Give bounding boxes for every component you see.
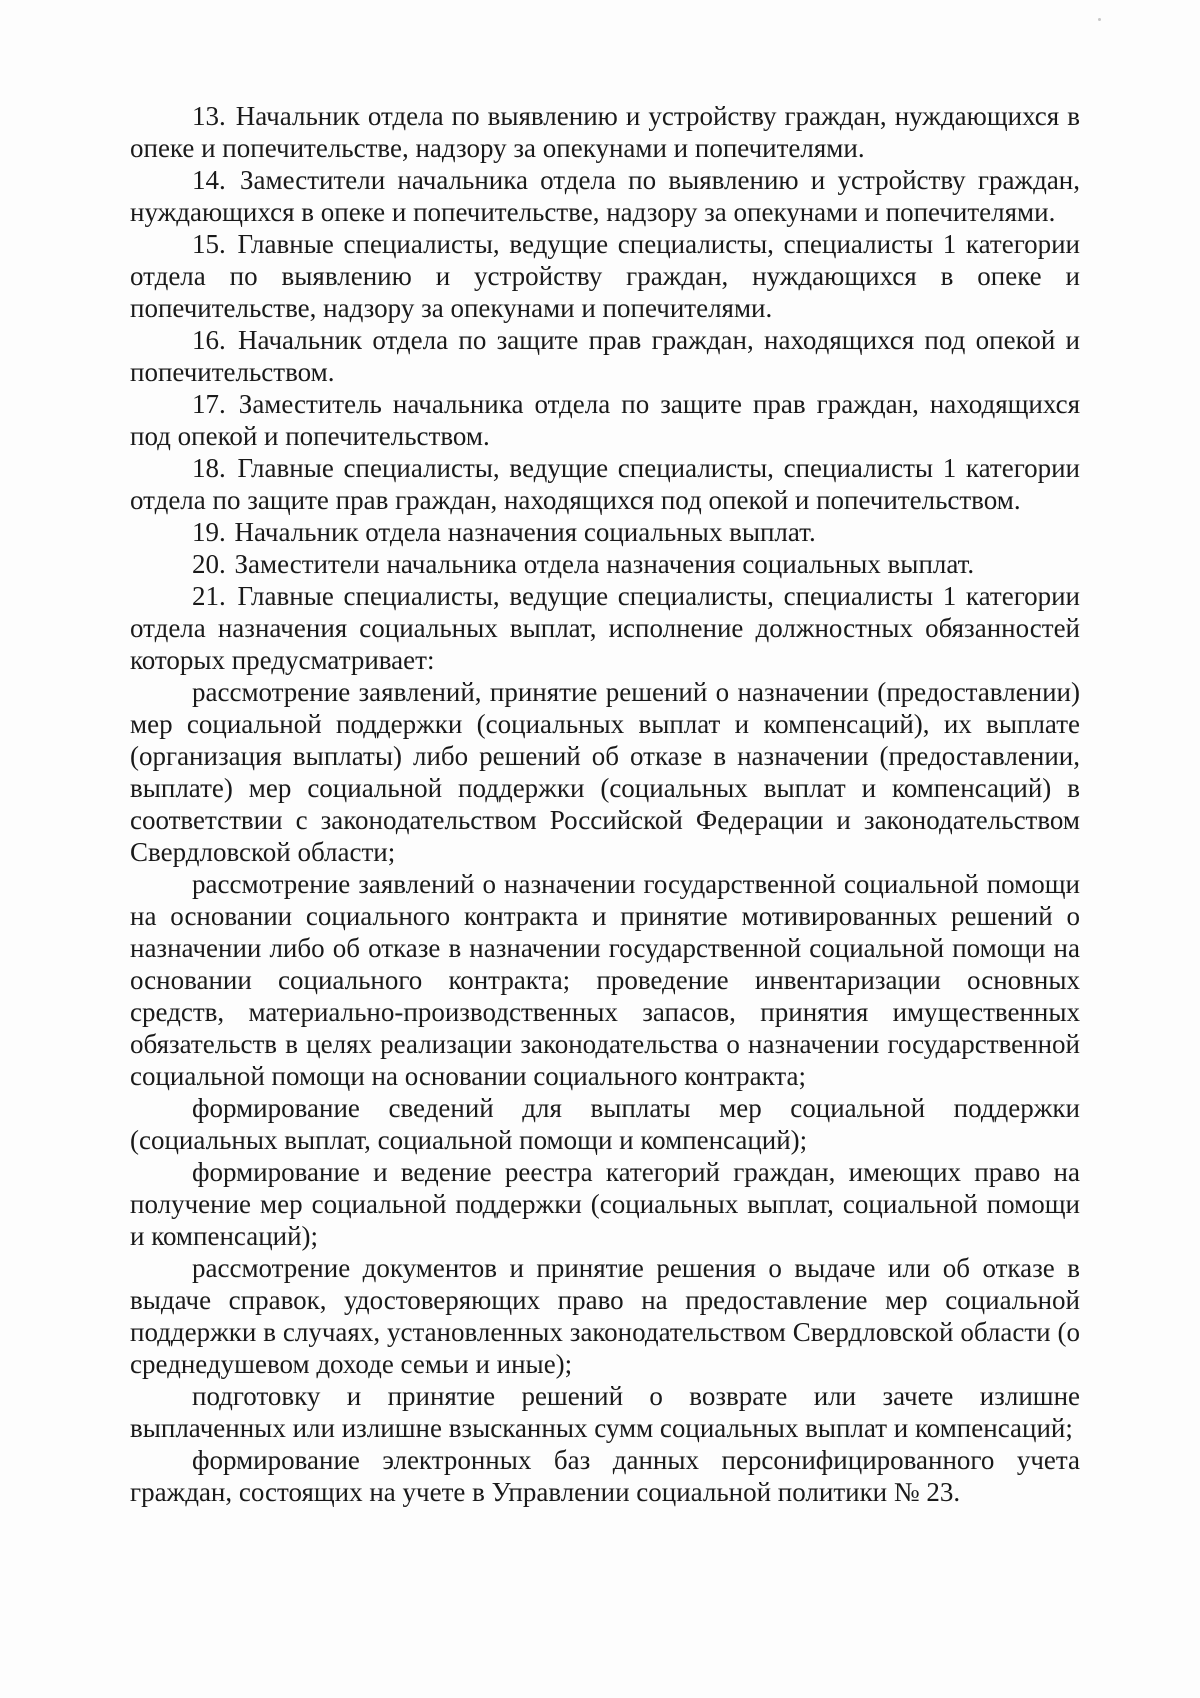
item-number: 19. [192, 517, 226, 547]
duty-paragraph: рассмотрение документов и принятие решения о выдаче или об отказе в выдаче справок, удостоверяющих право на предоставление мер социальной поддержки в случаях, установленных законодательством Свердловской области (о среднедушевом доходе семьи и иные); [130, 1253, 1080, 1379]
item-text: Главные специалисты, ведущие специалисты, специалисты 1 категории отдела по защите прав граждан, находящихся под опекой и попечительством. [130, 453, 1081, 515]
duty-paragraph: формирование электронных баз данных персонифицированного учета граждан, состоящих на учете в Управлении социальной политики № 23. [130, 1445, 1080, 1507]
duty-paragraph: рассмотрение заявлений, принятие решений о назначении (предоставлении) мер социальной поддержки (социальных выплат и компенсаций), их выплате (организация выплаты) либо решений об отказе в назначении (предоставлении, выплате) мер социальной поддержки (социальных выплат и компенсаций) в соответствии с законодательством Российской Федерации и законодательством Свердловской области; [130, 677, 1080, 867]
item-text: Заместители начальника отдела назначения социальных выплат. [234, 549, 975, 579]
item-text: Заместитель начальника отдела по защите прав граждан, находящихся под опекой и попечительством. [130, 389, 1081, 451]
item-text: Главные специалисты, ведущие специалисты, специалисты 1 категории отдела по выявлению и устройству граждан, нуждающихся в опеке и попечительстве, надзору за опекунами и попечителями. [130, 229, 1081, 323]
item-number: 18. [192, 453, 226, 483]
duty-paragraph: рассмотрение заявлений о назначении государственной социальной помощи на основании социального контракта и принятие мотивированных решений о назначении либо об отказе в назначении государственной социальной помощи на основании социального контракта; проведение инвентаризации основных средств, материально-производственных запасов, принятия имущественных обязательств в целях реализации законодательства о назначении государственной социальной помощи на основании социального контракта; [130, 869, 1080, 1091]
item-number: 16. [192, 325, 226, 355]
list-item-15 [130, 228, 1080, 324]
list-item-20 [130, 548, 1080, 580]
item-number: 15. [192, 229, 226, 259]
item-text: Начальник отдела по выявлению и устройству граждан, нуждающихся в опеке и попечительстве, надзору за опекунами и попечителями. [130, 101, 1080, 163]
duty-paragraph: формирование сведений для выплаты мер социальной поддержки (социальных выплат, социальной помощи и компенсаций); [130, 1093, 1080, 1155]
item-text: Заместители начальника отдела по выявлению и устройству граждан, нуждающихся в опеке и попечительстве, надзору за опекунами и попечителями. [130, 165, 1081, 227]
list-item-16 [130, 324, 1080, 388]
list-item-19 [130, 516, 1080, 548]
list-item-17 [130, 388, 1080, 452]
document-body [130, 100, 1080, 1508]
item-number: 20. [192, 549, 226, 579]
list-item-13 [130, 100, 1080, 164]
item-text: Начальник отдела назначения социальных выплат. [234, 517, 816, 547]
list-item-21 [130, 580, 1080, 676]
duty-paragraph: формирование и ведение реестра категорий граждан, имеющих право на получение мер социальной поддержки (социальных выплат, социальной помощи и компенсаций); [130, 1157, 1080, 1251]
item-number: 17. [192, 389, 226, 419]
item-number: 14. [192, 165, 226, 195]
list-item-14 [130, 164, 1080, 228]
item-number: 21. [192, 581, 226, 611]
list-item-18 [130, 452, 1080, 516]
duty-paragraph: подготовку и принятие решений о возврате или зачете излишне выплаченных или излишне взысканных сумм социальных выплат и компенсаций; [130, 1381, 1080, 1443]
item-text: Главные специалисты, ведущие специалисты, специалисты 1 категории отдела назначения социальных выплат, исполнение должностных обязанностей которых предусматривает: [130, 581, 1081, 675]
scan-speck [1098, 18, 1101, 21]
item-number: 13. [192, 101, 226, 131]
item-text: Начальник отдела по защите прав граждан, находящихся под опекой и попечительством. [130, 325, 1081, 387]
